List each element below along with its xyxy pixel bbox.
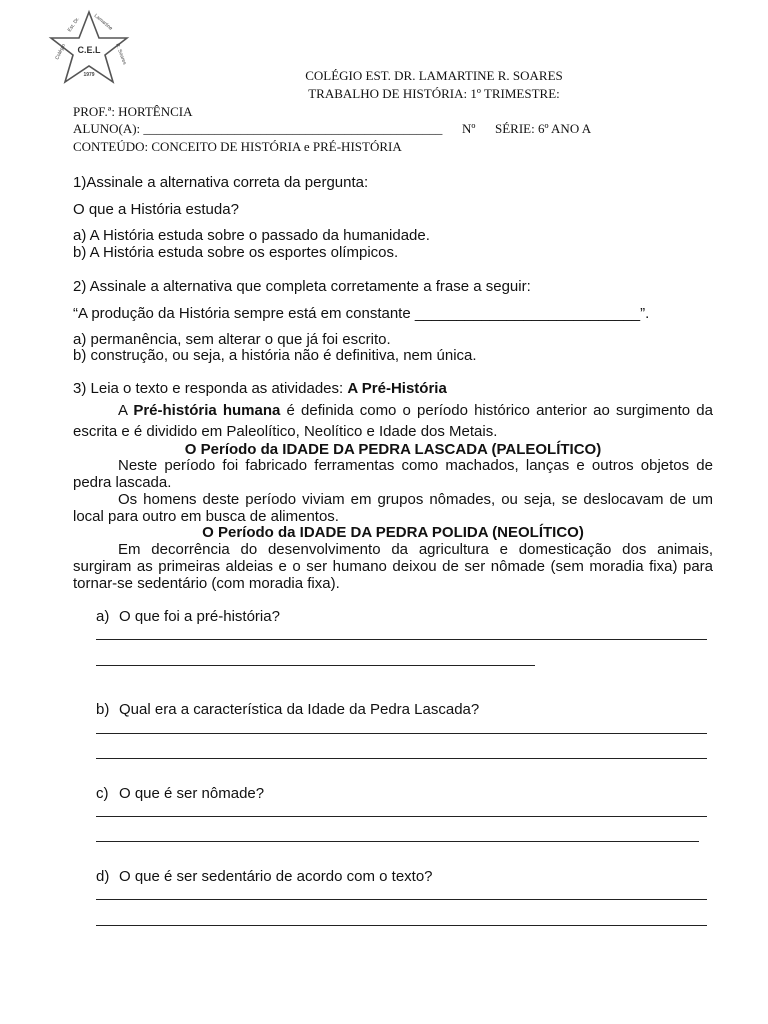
q2-sentence: “A produção da História sempre está em constante ___________________________”.: [73, 305, 650, 322]
q1-title: 1)Assinale a alternativa correta da pergunta:: [73, 174, 369, 191]
neolithic-text: [73, 541, 713, 592]
student-name-field[interactable]: ALUNO(A): ______________________________________________: [73, 121, 443, 136]
q1-option-a[interactable]: a) A História estuda sobre o passado da humanidade.: [73, 227, 430, 244]
activity-d: [96, 868, 433, 885]
teacher-line: PROF.ª: HORTÊNCIA: [73, 104, 193, 119]
activity-c: [96, 785, 264, 802]
q1-question: O que a História estuda?: [73, 201, 239, 218]
logo-year: 1979: [83, 72, 95, 78]
q3-title: [73, 380, 447, 397]
activity-letter: c): [96, 785, 109, 802]
activity-a: [96, 608, 280, 625]
intro-prefix: A: [118, 402, 134, 419]
neolithic-heading: O Período da IDADE DA PEDRA POLIDA (NEOLÍTICO): [202, 524, 584, 541]
grade-label: SÉRIE: 6º ANO A: [495, 121, 592, 136]
logo-top-left-text: Est. Dr.: [66, 16, 82, 34]
school-name: COLÉGIO EST. DR. LAMARTINE R. SOARES: [305, 68, 563, 83]
answer-line[interactable]: [96, 841, 699, 842]
answer-line[interactable]: [96, 665, 535, 666]
activity-b: [96, 701, 479, 718]
answer-line[interactable]: [96, 816, 707, 817]
intro-bold: Pré-história humana: [133, 402, 281, 419]
activity-letter: b): [96, 701, 110, 718]
logo-right-text: R. Soares: [114, 42, 128, 66]
paleolithic-p1: Neste período foi fabricado ferramentas como machados, lanças e outros objetos de pedra lascada.: [73, 457, 713, 491]
content-line: CONTEÚDO: CONCEITO DE HISTÓRIA e PRÉ-HISTÓRIA: [73, 139, 402, 154]
activity-letter: a): [96, 608, 110, 625]
paleolithic-text: [73, 457, 713, 525]
answer-line[interactable]: [96, 899, 707, 900]
answer-line[interactable]: [96, 925, 707, 926]
q3-title-bold: A Pré-História: [347, 380, 447, 397]
logo-center-text: C.E.L: [77, 45, 101, 55]
activity-question: Qual era a característica da Idade da Pedra Lascada?: [119, 701, 480, 718]
answer-line[interactable]: [96, 639, 707, 640]
activity-question: O que é ser nômade?: [119, 785, 265, 802]
activity-question: O que é ser sedentário de acordo com o texto?: [119, 868, 433, 885]
number-label: Nº: [462, 121, 476, 136]
q2-title: 2) Assinale a alternativa que completa corretamente a frase a seguir:: [73, 278, 531, 295]
q2-option-b[interactable]: b) construção, ou seja, a história não é definitiva, nem única.: [73, 347, 477, 364]
activity-question: O que foi a pré-história?: [119, 608, 280, 625]
q1-option-b[interactable]: b) A História estuda sobre os esportes olímpicos.: [73, 244, 399, 261]
paleolithic-p2: Os homens deste período viviam em grupos nômades, ou seja, se deslocavam de um local para outro em busca de alimentos.: [73, 491, 713, 525]
answer-line[interactable]: [96, 733, 707, 734]
paleolithic-heading: O Período da IDADE DA PEDRA LASCADA (PALEOLÍTICO): [184, 441, 602, 458]
answer-line[interactable]: [96, 758, 707, 759]
logo-left-text: Colégio: [54, 42, 67, 61]
intro-rest: é definida como o período histórico anterior ao surgimento da escrita e é dividido em Paleolítico, Neolítico e Idade dos Metais.: [73, 402, 713, 440]
activity-letter: d): [96, 868, 110, 885]
q3-title-text: 3) Leia o texto e responda as atividades:: [73, 380, 348, 397]
logo-top-right-text: Lamartine: [92, 12, 114, 32]
q2-option-a[interactable]: a) permanência, sem alterar o que já foi escrito.: [73, 331, 391, 348]
work-title: TRABALHO DE HISTÓRIA: 1º TRIMESTRE:: [308, 86, 560, 101]
neolithic-p1: Em decorrência do desenvolvimento da agricultura e domesticação dos animais, surgiram as primeiras aldeias e o ser humano deixou de ser nômade (sem moradia fixa) para tornar-se sedentário (com moradia fixa).: [73, 541, 713, 592]
q3-intro-paragraph: [73, 400, 713, 442]
